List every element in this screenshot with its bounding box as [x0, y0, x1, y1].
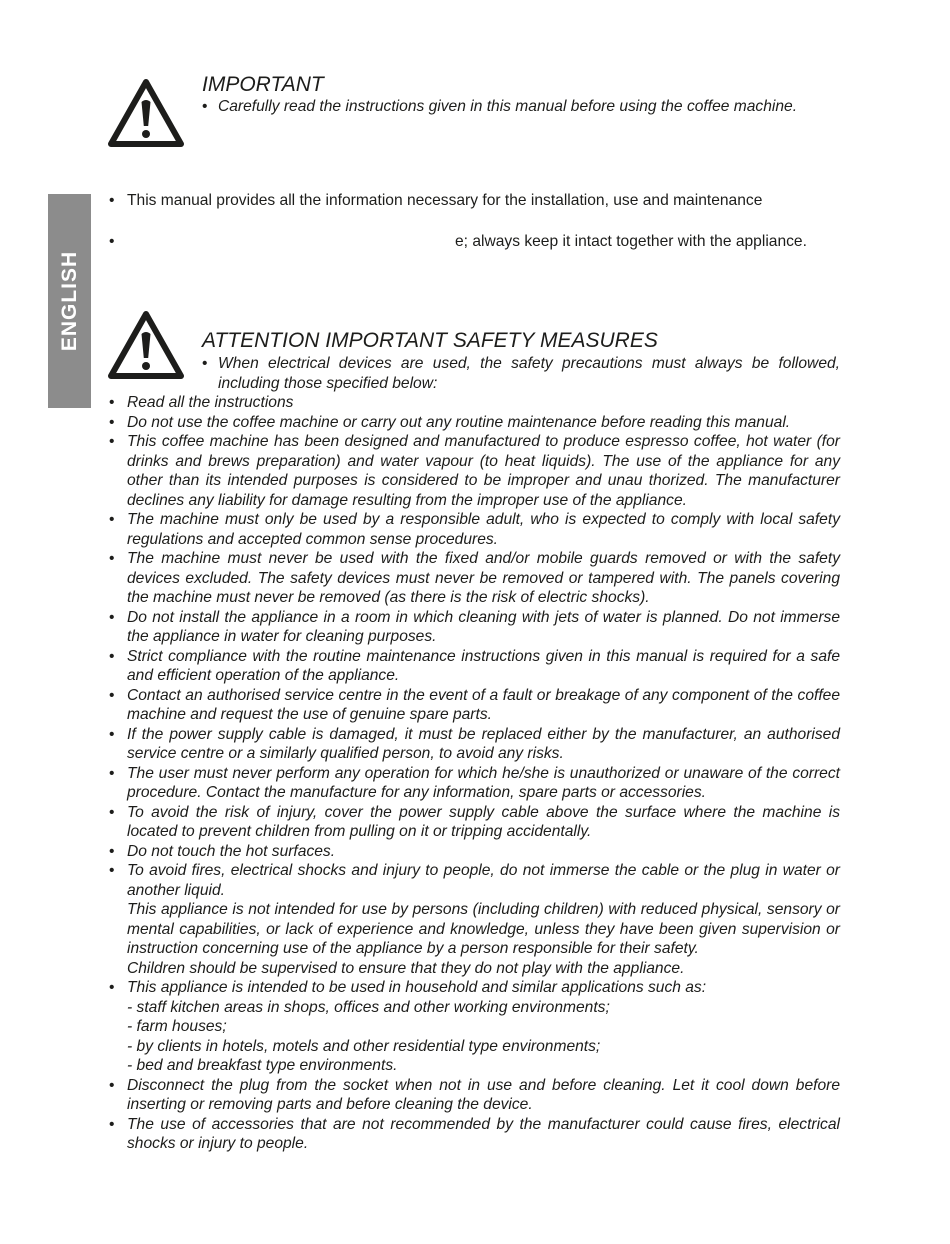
- children-note: Children should be supervised to ensure that they do not play with the appliance.: [127, 959, 685, 977]
- manual-info-bullet-2: e; always keep it intact together with the appliance.: [455, 233, 807, 250]
- manual-info-bullet-1: • This manual provides all the information necessary for the installation, use and maintenance: [127, 191, 847, 211]
- important-heading: IMPORTANT: [202, 73, 324, 96]
- list-item: • Strict compliance with the routine maintenance instructions given in this manual is required for a safe and efficient operation of the appliance.: [127, 647, 840, 686]
- safety-list: [127, 393, 840, 1154]
- warning-triangle-icon: [107, 78, 185, 148]
- list-item: • To avoid the risk of injury, cover the power supply cable above the surface where the machine is located to prevent children from pulling on it or tripping accidentally.: [127, 803, 840, 842]
- list-item: • Contact an authorised service centre in the event of a fault or breakage of any component of the coffee machine and request the use of genuine spare parts.: [127, 686, 840, 725]
- sub-item: - farm houses;: [127, 1018, 227, 1035]
- list-item: • Read all the instructions: [127, 393, 840, 413]
- list-item: • The use of accessories that are not recommended by the manufacturer could cause fires, electrical shocks or injury to people.: [127, 1115, 840, 1154]
- list-item: • Do not install the appliance in a room in which cleaning with jets of water is planned. Do not immerse the appliance in water for cleaning purposes.: [127, 608, 840, 647]
- list-item: • This coffee machine has been designed and manufactured to produce espresso coffee, hot water (for drinks and brews preparation) and water vapour (to heat liquids). The use of the appliance for any other than its intended purposes is considered to be improper and unau thorized. The manufacturer declines any liability for damage resulting from the improper use of the appliance.: [127, 432, 840, 510]
- supervision-note: This appliance is not intended for use by persons (including children) with reduced physical, sensory or mental capabilities, or lack of experience and knowledge, unless they have been given supervision or instruction concerning use of the appliance by a person responsible for their safety.: [127, 901, 840, 957]
- list-item: • Do not use the coffee machine or carry out any routine maintenance before reading this manual.: [127, 413, 840, 433]
- list-item: • If the power supply cable is damaged, it must be replaced either by the manufacturer, an authorised service centre or a similarly qualified person, to avoid any risks.: [127, 725, 840, 764]
- bullet-dot: •: [109, 233, 115, 250]
- list-item: • Disconnect the plug from the socket when not in use and before cleaning. Let it cool down before inserting or removing parts and before cleaning the device.: [127, 1076, 840, 1115]
- language-tab: [48, 194, 91, 408]
- safety-heading: ATTENTION IMPORTANT SAFETY MEASURES: [202, 329, 658, 352]
- list-item: • The machine must only be used by a responsible adult, who is expected to comply with local safety regulations and accepted common sense procedures.: [127, 510, 840, 549]
- sub-item: - staff kitchen areas in shops, offices and other working environments;: [127, 998, 610, 1016]
- sub-item: - bed and breakfast type environments.: [127, 1057, 398, 1074]
- safety-intro: • When electrical devices are used, the safety precautions must always be followed, including those specified below:: [218, 354, 840, 393]
- list-item: • To avoid fires, electrical shocks and injury to people, do not immerse the cable or the plug in water or another liquid. This appliance is not intended for use by persons (including children) with reduced physical, sensory or mental capabilities, or lack of experience and knowledge, unless they have been given supervision or instruction concerning use of the appliance by a person responsible for their safety. Children should be supervised to ensure that they do not play with the appliance.: [127, 861, 840, 978]
- list-item: • Do not touch the hot surfaces.: [127, 842, 840, 862]
- language-tab-label: ENGLISH: [57, 250, 81, 352]
- list-item: • The user must never perform any operation for which he/she is unauthorized or unaware of the correct procedure. Contact the manufacture for any information, spare parts or accessories.: [127, 764, 840, 803]
- sub-item: - by clients in hotels, motels and other residential type environments;: [127, 1037, 601, 1055]
- list-item: • The machine must never be used with the fixed and/or mobile guards removed or with the safety devices excluded. The safety devices must never be removed or tampered with. The panels covering the machine must never be removed (as there is the risk of electric shocks).: [127, 549, 840, 608]
- important-bullet: • Carefully read the instructions given in this manual before using the coffee machine.: [218, 97, 858, 117]
- list-item: • This appliance is intended to be used in household and similar applications such as: - staff kitchen areas in shops, offices and other working environments; - farm houses; - by clients in hotels, motels and other residential type environments; - bed and breakfast type environments.: [127, 978, 840, 1076]
- warning-triangle-icon: [107, 310, 185, 380]
